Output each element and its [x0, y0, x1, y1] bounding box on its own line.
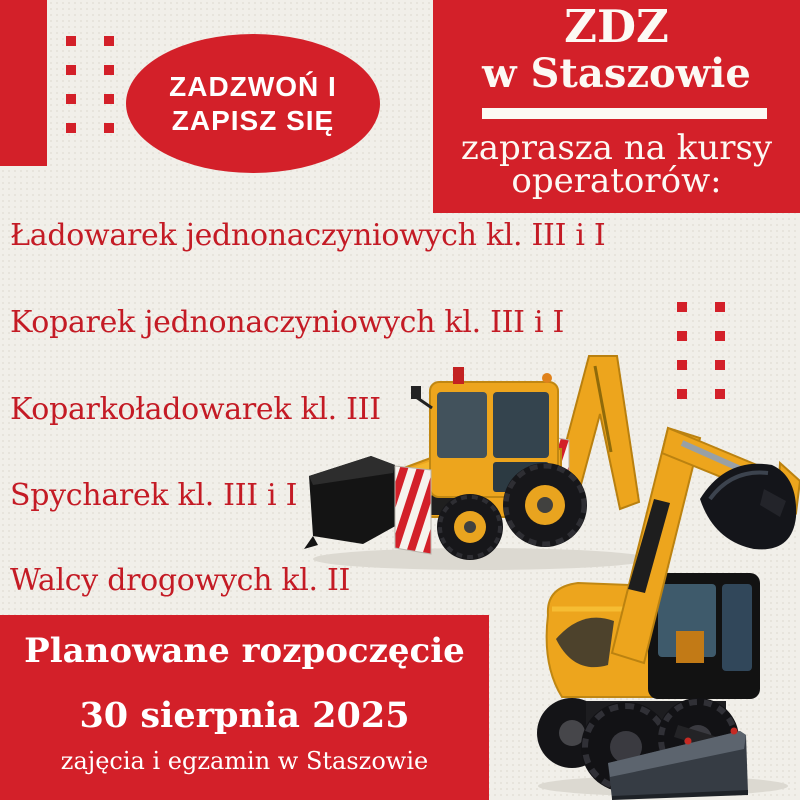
header-block — [433, 0, 800, 213]
dots-pattern-top-left — [66, 36, 114, 133]
call-to-action-badge[interactable] — [126, 34, 380, 173]
footer-title: Planowane rozpoczęcie — [24, 631, 465, 671]
dot — [677, 360, 687, 370]
org-name: ZDZ — [564, 0, 669, 53]
dot — [66, 65, 76, 75]
dot — [715, 389, 725, 399]
header-divider — [482, 108, 767, 119]
footer-note: zajęcia i egzamin w Staszowie — [60, 747, 429, 775]
dot — [104, 36, 114, 46]
dot — [66, 94, 76, 104]
course-item-walcy: Walcy drogowych kl. II — [10, 563, 351, 598]
dot — [66, 123, 76, 133]
wheeled-excavator-image — [528, 403, 800, 800]
invite-line1: zaprasza na kursy — [460, 128, 773, 168]
course-item-ladowarek: Ładowarek jednonaczyniowych kl. III i I — [10, 218, 606, 253]
dot — [677, 302, 687, 312]
cta-line1: ZADZWOŃ I — [169, 70, 337, 102]
dot — [715, 360, 725, 370]
dot — [677, 389, 687, 399]
footer-block — [0, 615, 489, 800]
dot — [66, 36, 76, 46]
red-left-bar — [0, 0, 47, 166]
dot — [715, 302, 725, 312]
course-item-koparek: Koparek jednonaczyniowych kl. III i I — [10, 305, 565, 340]
course-item-spycharek: Spycharek kl. III i I — [10, 478, 298, 513]
dot — [677, 331, 687, 341]
cta-line2: ZAPISZ SIĘ — [171, 104, 335, 136]
org-location: w Staszowie — [482, 49, 751, 97]
dot — [104, 123, 114, 133]
dot — [104, 94, 114, 104]
footer-date: 30 sierpnia 2025 — [79, 695, 410, 736]
course-item-koparkoladowarek: Koparkoładowarek kl. III — [10, 392, 381, 427]
dots-pattern-right — [677, 302, 725, 399]
dot — [715, 331, 725, 341]
dot — [104, 65, 114, 75]
invite-line2: operatorów: — [511, 161, 722, 201]
